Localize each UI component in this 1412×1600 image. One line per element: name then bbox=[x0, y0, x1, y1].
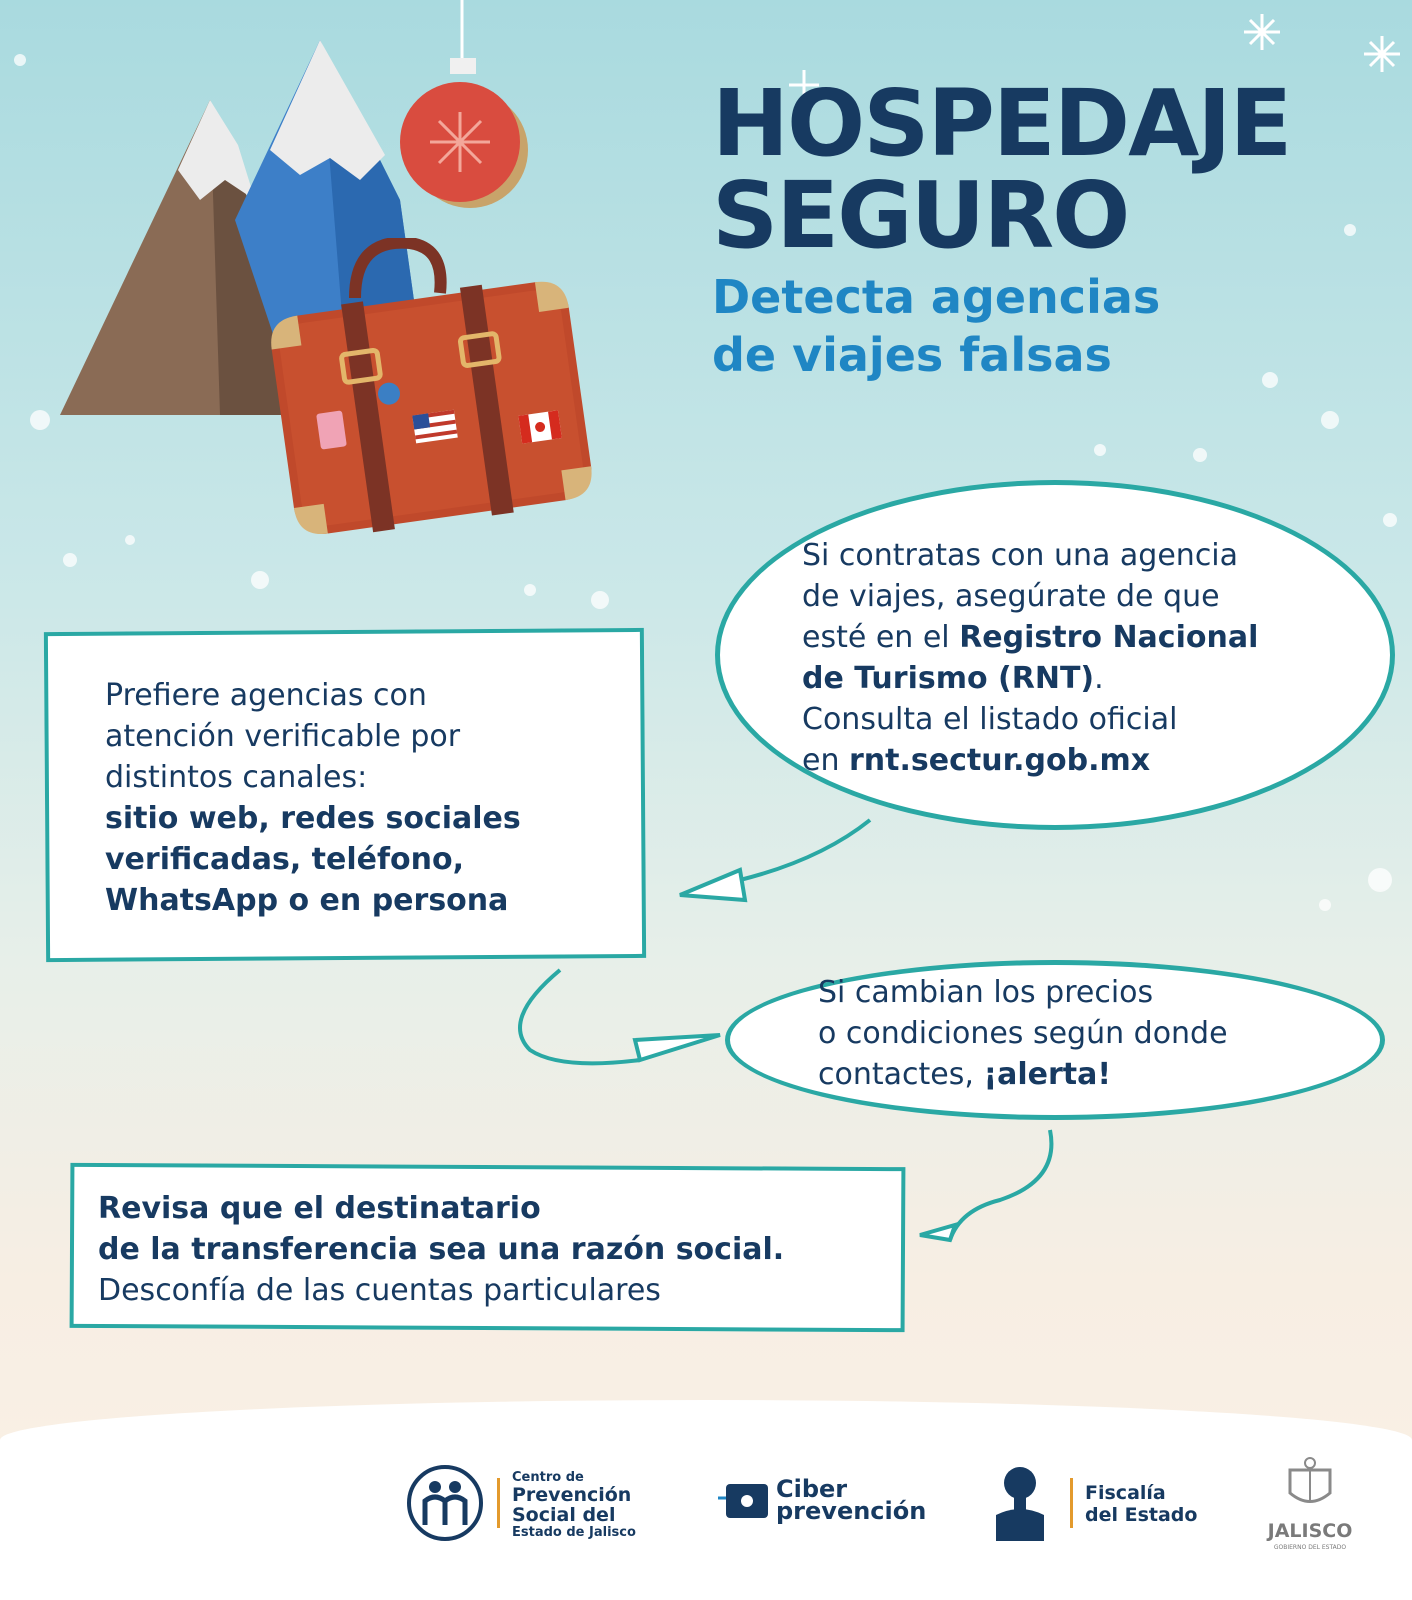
tip-channels-line: atención verificable por bbox=[105, 719, 461, 754]
tip-channels-line: verificadas, teléfono, bbox=[105, 842, 465, 877]
tip-transfer-line: Revisa que el destinatario bbox=[98, 1191, 541, 1226]
page-title-line1: HOSPEDAJE bbox=[712, 70, 1291, 177]
alert-bold: ¡alerta! bbox=[983, 1057, 1112, 1092]
cps-logo-icon bbox=[405, 1463, 485, 1543]
tip-rnt-text bbox=[802, 535, 1362, 781]
tip-prices-text bbox=[818, 972, 1358, 1095]
tip-transfer-line: de la transferencia sea una razón social. bbox=[98, 1232, 785, 1267]
jalisco-crest-icon bbox=[1280, 1455, 1340, 1515]
ciberprevencion-logo-text: Ciber prevención bbox=[776, 1475, 927, 1525]
footer-logos bbox=[0, 1400, 1412, 1600]
tip-channels-line: distintos canales: bbox=[105, 760, 368, 795]
tip-rnt-line: de viajes, asegúrate de que bbox=[802, 579, 1220, 614]
divider bbox=[1070, 1478, 1073, 1528]
tip-channels-line: Prefiere agencias con bbox=[105, 678, 427, 713]
page-title-line2: SEGURO bbox=[712, 162, 1129, 269]
tip-rnt-line: Si contratas con una agencia bbox=[802, 538, 1239, 573]
tip-rnt-line: de Turismo (RNT). bbox=[802, 661, 1104, 696]
tip-channels-text bbox=[105, 675, 625, 921]
tip-rnt-line: Consulta el listado oficial bbox=[802, 702, 1178, 737]
tip-prices-line: Si cambian los precios bbox=[818, 975, 1154, 1010]
subtitle-line1: Detecta agencias bbox=[712, 270, 1161, 324]
fiscalia-logo-icon bbox=[990, 1465, 1050, 1545]
rnt-name-bold: de Turismo (RNT) bbox=[802, 661, 1095, 696]
tip-prices-line: contactes, ¡alerta! bbox=[818, 1057, 1112, 1092]
tip-rnt-line: esté en el Registro Nacional bbox=[802, 620, 1259, 655]
tip-channels-line: sitio web, redes sociales bbox=[105, 801, 521, 836]
tip-transfer-text bbox=[98, 1188, 888, 1311]
tip-transfer-line: Desconfía de las cuentas particulares bbox=[98, 1273, 661, 1308]
ciberprevencion-logo-icon bbox=[718, 1478, 774, 1526]
tip-channels-line: WhatsApp o en persona bbox=[105, 883, 509, 918]
jalisco-logo-text: JALISCO bbox=[1267, 1520, 1353, 1542]
tip-rnt-line: en rnt.sectur.gob.mx bbox=[802, 743, 1151, 778]
rnt-url[interactable]: rnt.sectur.gob.mx bbox=[849, 743, 1151, 778]
jalisco-logo-subtext: GOBIERNO DEL ESTADO bbox=[1273, 1544, 1347, 1551]
fiscalia-logo-text: Fiscalía del Estado bbox=[1085, 1482, 1198, 1526]
tip-prices-line: o condiciones según donde bbox=[818, 1016, 1228, 1051]
rnt-name-bold: Registro Nacional bbox=[959, 620, 1259, 655]
divider bbox=[497, 1478, 500, 1528]
cps-logo-text: Centro de Prevención Social del Estado de Jalisco bbox=[512, 1470, 636, 1540]
subtitle-line2: de viajes falsas bbox=[712, 328, 1112, 382]
